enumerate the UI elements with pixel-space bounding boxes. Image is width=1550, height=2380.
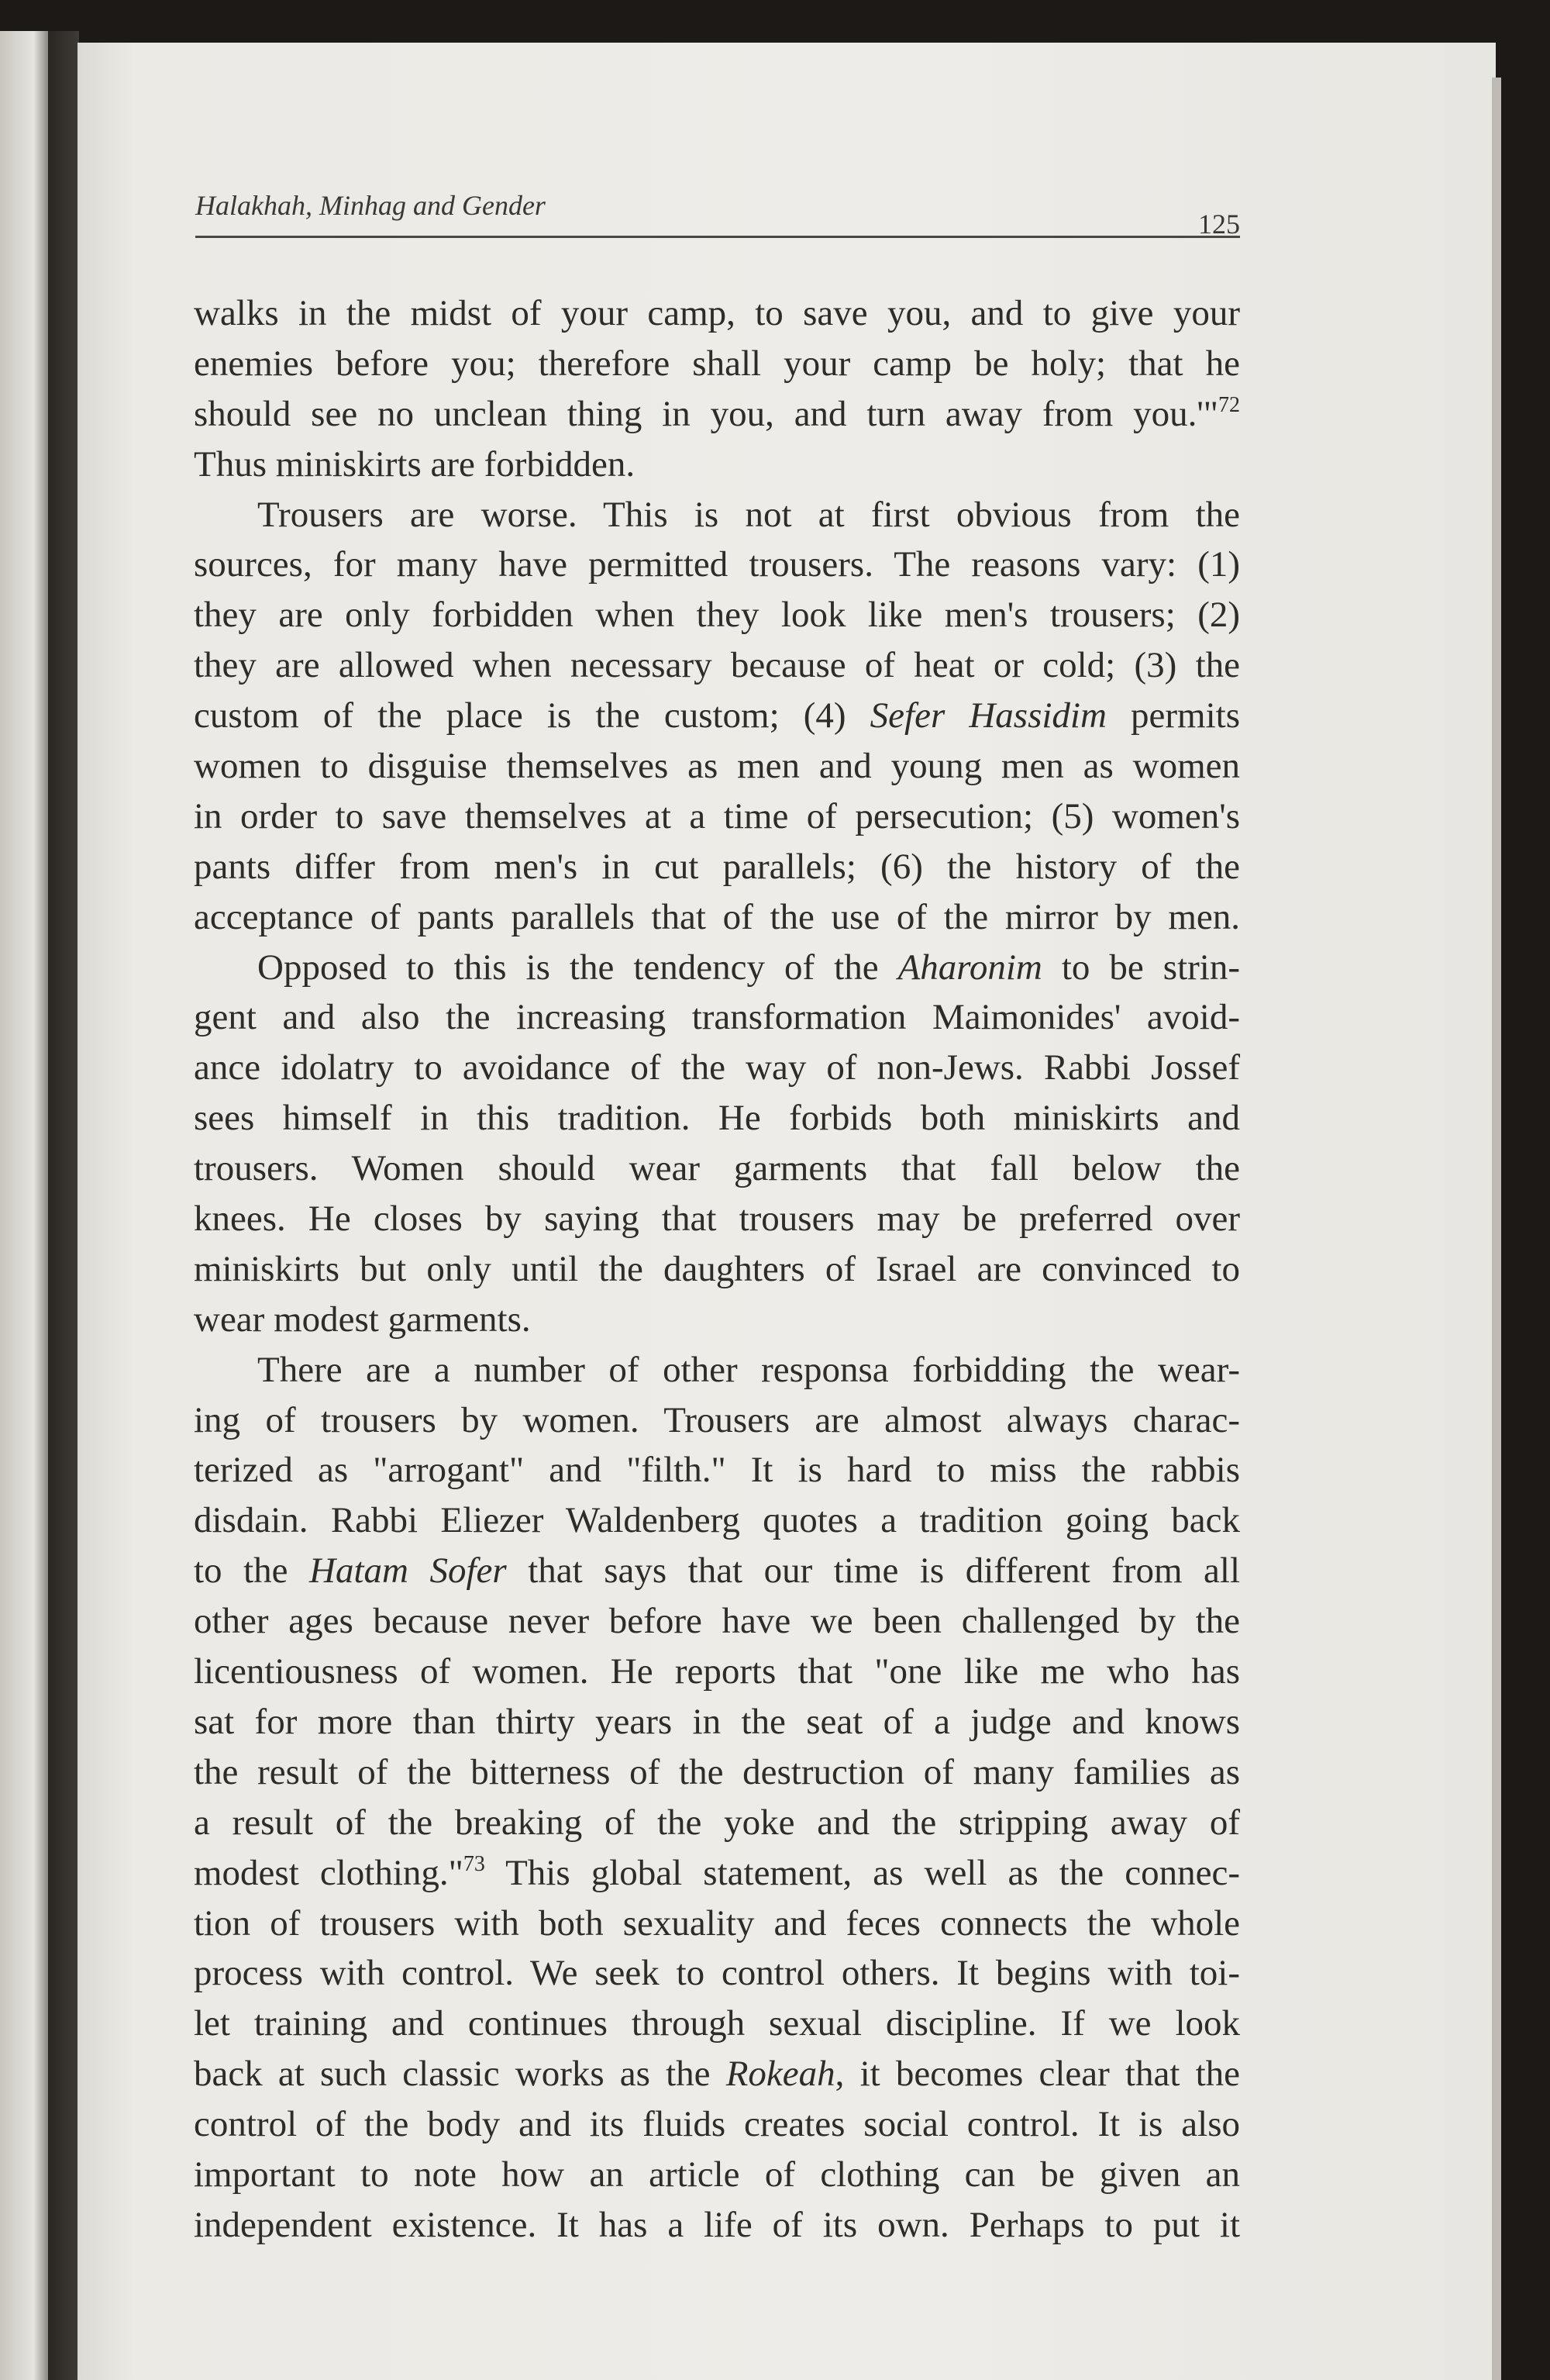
text-line	[194, 540, 1240, 590]
text-run: to be strin-	[1042, 947, 1240, 988]
text-line	[194, 691, 1240, 741]
italic-title: Hatam Sofer	[309, 1550, 507, 1592]
text-run: in order to save themselves at a time of persecution; (5) women's	[194, 795, 1240, 836]
page-stack-edge	[1492, 78, 1501, 2380]
italic-title: Aharonim	[897, 947, 1042, 988]
text-run: Opposed to this is the tendency of the	[257, 947, 898, 988]
text-run: that says that our time is different from all	[506, 1550, 1241, 1592]
text-line	[194, 1596, 1240, 1647]
page-header	[195, 185, 1240, 238]
text-run: the result of the bitterness of the destruction of many families as	[194, 1751, 1240, 1792]
text-run: ance idolatry to avoidance of the way of non-Jews. Rabbi Jossef	[194, 1047, 1240, 1088]
page-number: 125	[1198, 209, 1240, 240]
text-run: There are a number of other responsa forbidding the wear-	[257, 1349, 1240, 1390]
text-run: important to note how an article of clothing can be given an	[194, 2154, 1240, 2195]
text-run: wear modest garments.	[194, 1299, 531, 1340]
text-line	[194, 1899, 1240, 1949]
text-line	[194, 1495, 1240, 1546]
text-line	[194, 1043, 1240, 1093]
text-line	[194, 590, 1240, 640]
text-line	[194, 943, 1240, 993]
text-line	[194, 1647, 1240, 1697]
text-run: licentiousness of women. He reports that "one like me who has	[194, 1651, 1240, 1692]
text-run: back at such classic works as the	[194, 2054, 726, 2095]
text-run: women to disguise themselves as men and young men as women	[194, 746, 1240, 787]
text-line	[194, 288, 1240, 339]
text-line	[194, 440, 1240, 490]
text-run: gent and also the increasing transformation Maimonides' avoid-	[194, 997, 1240, 1038]
text-run: This global statement, as well as the connec-	[484, 1852, 1240, 1893]
text-run: terized as "arrogant" and "filth." It is hard to miss the rabbis	[194, 1450, 1240, 1491]
text-run: sources, for many have permitted trousers. The reasons vary: (1)	[194, 544, 1240, 585]
text-run: trousers. Women should wear garments that fall below the	[194, 1148, 1240, 1189]
body-text	[194, 288, 1240, 2251]
footnote-ref: 73	[463, 1851, 485, 1876]
text-line	[194, 1697, 1240, 1747]
text-run: control of the body and its fluids creates social control. It is also	[194, 2104, 1240, 2145]
text-run: Trousers are worse. This is not at first obvious from the	[257, 494, 1240, 535]
text-line	[194, 1395, 1240, 1446]
italic-title: Rokeah	[725, 2054, 835, 2095]
text-run: acceptance of pants parallels that of the use of the mirror by men.	[194, 896, 1240, 937]
text-line	[194, 1948, 1240, 1999]
text-line	[194, 339, 1240, 389]
text-run: enemies before you; therefore shall your camp be holy; that he	[194, 343, 1240, 384]
text-run: sat for more than thirty years in the seat of a judge and knows	[194, 1701, 1240, 1742]
text-line	[194, 1295, 1240, 1345]
text-line	[194, 792, 1240, 842]
text-run: pants differ from men's in cut parallels; (6) the history of the	[194, 846, 1240, 887]
text-line	[194, 2099, 1240, 2150]
text-run: tion of trousers with both sexuality and feces connects the whole	[194, 1902, 1240, 1944]
text-run: they are allowed when necessary because of heat or cold; (3) the	[194, 645, 1240, 686]
text-line	[194, 1546, 1240, 1596]
text-line	[194, 842, 1240, 892]
italic-title: Sefer Hassidim	[870, 695, 1107, 736]
text-run: sees himself in this tradition. He forbids both miniskirts and	[194, 1098, 1240, 1139]
text-line	[194, 640, 1240, 691]
text-line	[194, 1345, 1240, 1395]
text-run: modest clothing."	[194, 1852, 463, 1893]
text-line	[194, 1093, 1240, 1143]
text-run: knees. He closes by saying that trousers may be preferred over	[194, 1199, 1240, 1240]
text-line	[194, 2150, 1240, 2200]
footnote-ref: 72	[1218, 392, 1240, 417]
text-run: a result of the breaking of the yoke and the stripping away of	[194, 1802, 1240, 1843]
text-run: walks in the midst of your camp, to save you, and to give your	[194, 293, 1240, 333]
text-line	[194, 741, 1240, 792]
text-line	[194, 389, 1240, 440]
text-line	[194, 1143, 1240, 1194]
text-run: Thus miniskirts are forbidden.	[194, 443, 636, 485]
text-line	[194, 1999, 1240, 2049]
text-run: permits	[1106, 695, 1240, 736]
text-line	[194, 892, 1240, 943]
text-run: process with control. We seek to control others. It begins with toi-	[194, 1953, 1240, 1994]
text-line	[194, 1747, 1240, 1798]
text-run: ing of trousers by women. Trousers are almost always charac-	[194, 1399, 1240, 1440]
text-run: other ages because never before have we been challenged by the	[194, 1601, 1240, 1642]
text-line	[194, 1194, 1240, 1244]
text-line	[194, 2200, 1240, 2251]
running-head: Halakhah, Minhag and Gender	[195, 190, 546, 221]
text-run: disdain. Rabbi Eliezer Waldenberg quotes a tradition going back	[194, 1500, 1240, 1541]
text-line	[194, 490, 1240, 540]
text-run: miniskirts but only until the daughters of Israel are convinced to	[194, 1248, 1240, 1289]
text-line	[194, 1445, 1240, 1495]
text-line	[194, 1848, 1240, 1899]
book-gutter	[48, 31, 79, 2380]
text-run: , it becomes clear that the	[835, 2054, 1240, 2095]
text-line	[194, 1798, 1240, 1848]
text-line	[194, 992, 1240, 1043]
text-run: they are only forbidden when they look like men's trousers; (2)	[194, 595, 1240, 636]
text-run: independent existence. It has a life of its own. Perhaps to put it	[194, 2204, 1240, 2245]
text-run: custom of the place is the custom; (4)	[194, 695, 870, 736]
facing-page-edge	[0, 31, 48, 2380]
text-run: should see no unclean thing in you, and turn away from you.'"	[194, 393, 1218, 434]
text-line	[194, 1244, 1240, 1295]
text-run: let training and continues through sexual discipline. If we look	[194, 2003, 1240, 2044]
text-run: to the	[194, 1550, 310, 1592]
text-line	[194, 2049, 1240, 2099]
